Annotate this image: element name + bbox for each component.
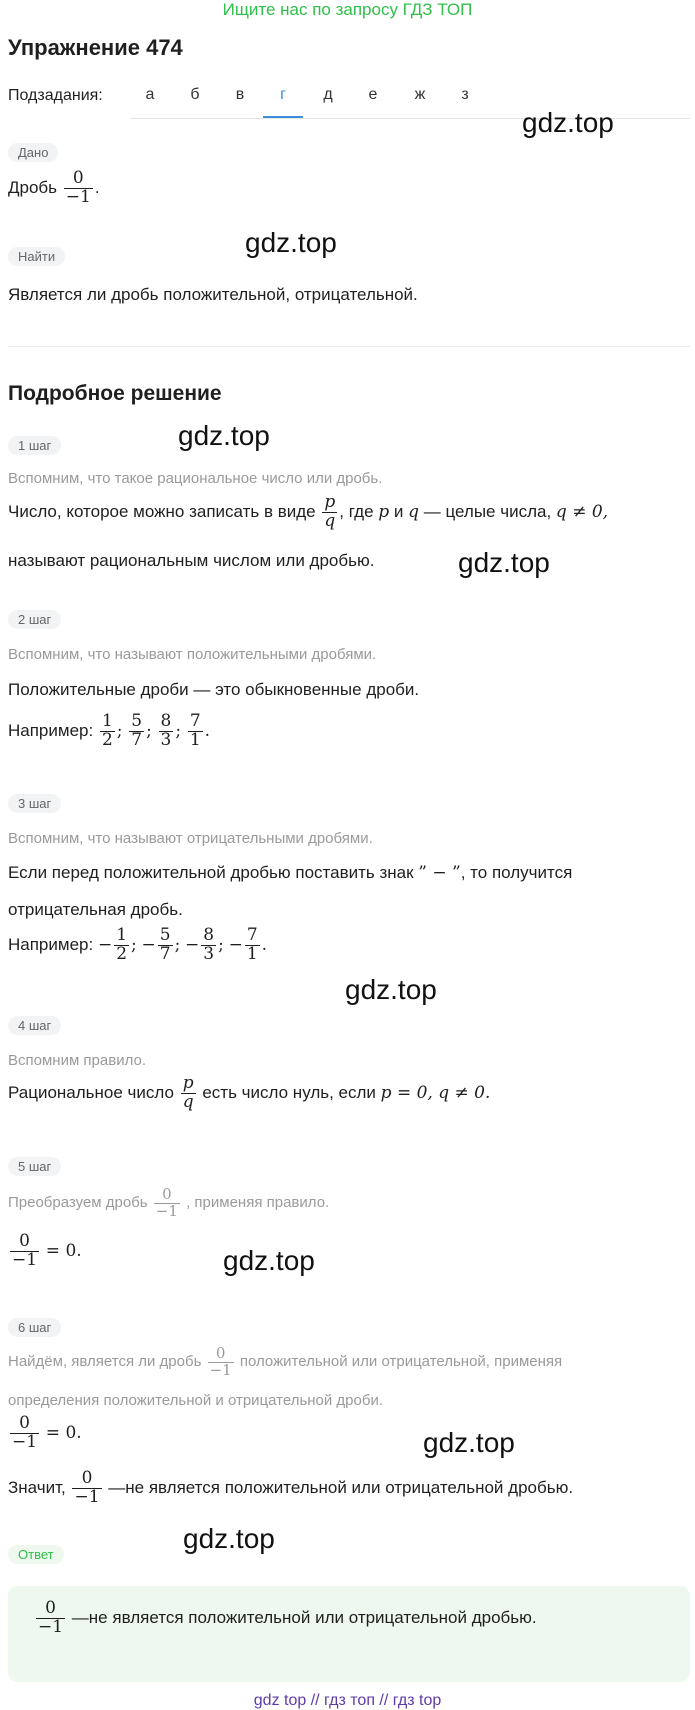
step-chip: 6 шаг [8, 1318, 61, 1337]
watermark: gdz.top [458, 547, 550, 578]
watermark: gdz.top [223, 1245, 315, 1276]
subtask-tab-v[interactable]: в [235, 86, 245, 103]
solution-title: Подробное решение [8, 382, 222, 405]
watermark: gdz.top [245, 227, 337, 258]
search-banner[interactable]: Ищите нас по запросу ГДЗ ТОП [222, 0, 473, 19]
step-text: Положительные дроби — это обыкновенные дроби. [8, 680, 420, 699]
subtask-tab-d[interactable]: д [323, 86, 333, 103]
given-chip: Дано [8, 143, 58, 162]
divider [8, 346, 690, 347]
subtask-tab-g[interactable]: г [263, 86, 303, 118]
subtasks-label: Подзадания: [8, 87, 103, 104]
step-text: отрицательная дробь. [8, 900, 183, 919]
find-statement: Является ли дробь положительной, отрицательной. [8, 285, 418, 304]
subtask-tab-e[interactable]: е [368, 86, 378, 103]
fraction: $\frac{0}{-1}$ [65, 168, 91, 207]
watermark: gdz.top [183, 1523, 275, 1554]
step-hint: Вспомним, что называют отрицательными дробями. [8, 830, 373, 847]
watermark: gdz.top [345, 974, 437, 1005]
given-statement: Дробь $\frac{0}{-1}$ . [8, 168, 100, 207]
step-equation: $\frac{0}{-1}$ = 0. [12, 1231, 82, 1270]
watermark: gdz.top [423, 1427, 515, 1458]
find-chip: Найти [8, 247, 65, 266]
step-hint: Преобразуем дробь $\frac{0}{-1}$ , применяя правило. [8, 1185, 330, 1220]
step-conclusion: Значит, $\frac{0}{-1}$ —не является положительной или отрицательной дробью. [8, 1468, 574, 1507]
subtask-tab-zh[interactable]: ж [414, 86, 426, 103]
step-chip: 1 шаг [8, 436, 61, 455]
page-title: Упражнение 474 [8, 35, 183, 60]
answer-chip: Ответ [8, 1545, 64, 1564]
step-hint: определения положительной и отрицательной дроби. [8, 1392, 384, 1409]
step-hint: Вспомним правило. [8, 1052, 147, 1069]
step-text: Рациональное число $\frac{p}{q}$ есть число нуль, если p = 0, q ≠ 0. [8, 1073, 491, 1112]
step-equation: $\frac{0}{-1}$ = 0. [12, 1413, 82, 1452]
step-text: Число, которое можно записать в виде $\frac{p}{q}$ , где p и q — целые числа, q ≠ 0, [8, 492, 609, 531]
step-chip: 2 шаг [8, 610, 61, 629]
step-example: Например: $\frac{1}{2}$ ; $\frac{5}{7}$ ; $\frac{8}{3}$ ; $\frac{7}{1}$ . [8, 711, 211, 750]
step-chip: 3 шаг [8, 794, 61, 813]
step-hint: Найдём, является ли дробь $\frac{0}{-1}$ положительной или отрицательной, применяя [8, 1344, 563, 1379]
step-hint: Вспомним, что называют положительными дробями. [8, 646, 377, 663]
subtask-tab-b[interactable]: б [190, 86, 200, 103]
subtask-tab-z[interactable]: з [461, 86, 469, 103]
step-example: Например: − $\frac{1}{2}$ ; − $\frac{5}{7}$ ; − $\frac{8}{3}$ ; − $\frac{7}{1}$ . [8, 925, 268, 964]
subtask-tab-a[interactable]: а [145, 86, 155, 103]
step-text: Если перед положительной дробью поставить знак ” − ”, то получится [8, 863, 573, 883]
step-chip: 5 шаг [8, 1157, 61, 1176]
step-chip: 4 шаг [8, 1016, 61, 1035]
watermark: gdz.top [178, 420, 270, 451]
watermark: gdz.top [522, 107, 614, 138]
answer-text: $\frac{0}{-1}$ —не является положительной или отрицательной дробью. [38, 1598, 537, 1637]
footer-links[interactable]: gdz top // гдз топ // гдз top [253, 1692, 442, 1709]
step-hint: Вспомним, что такое рациональное число или дробь. [8, 470, 383, 487]
step-text: называют рациональным числом или дробью. [8, 551, 375, 570]
